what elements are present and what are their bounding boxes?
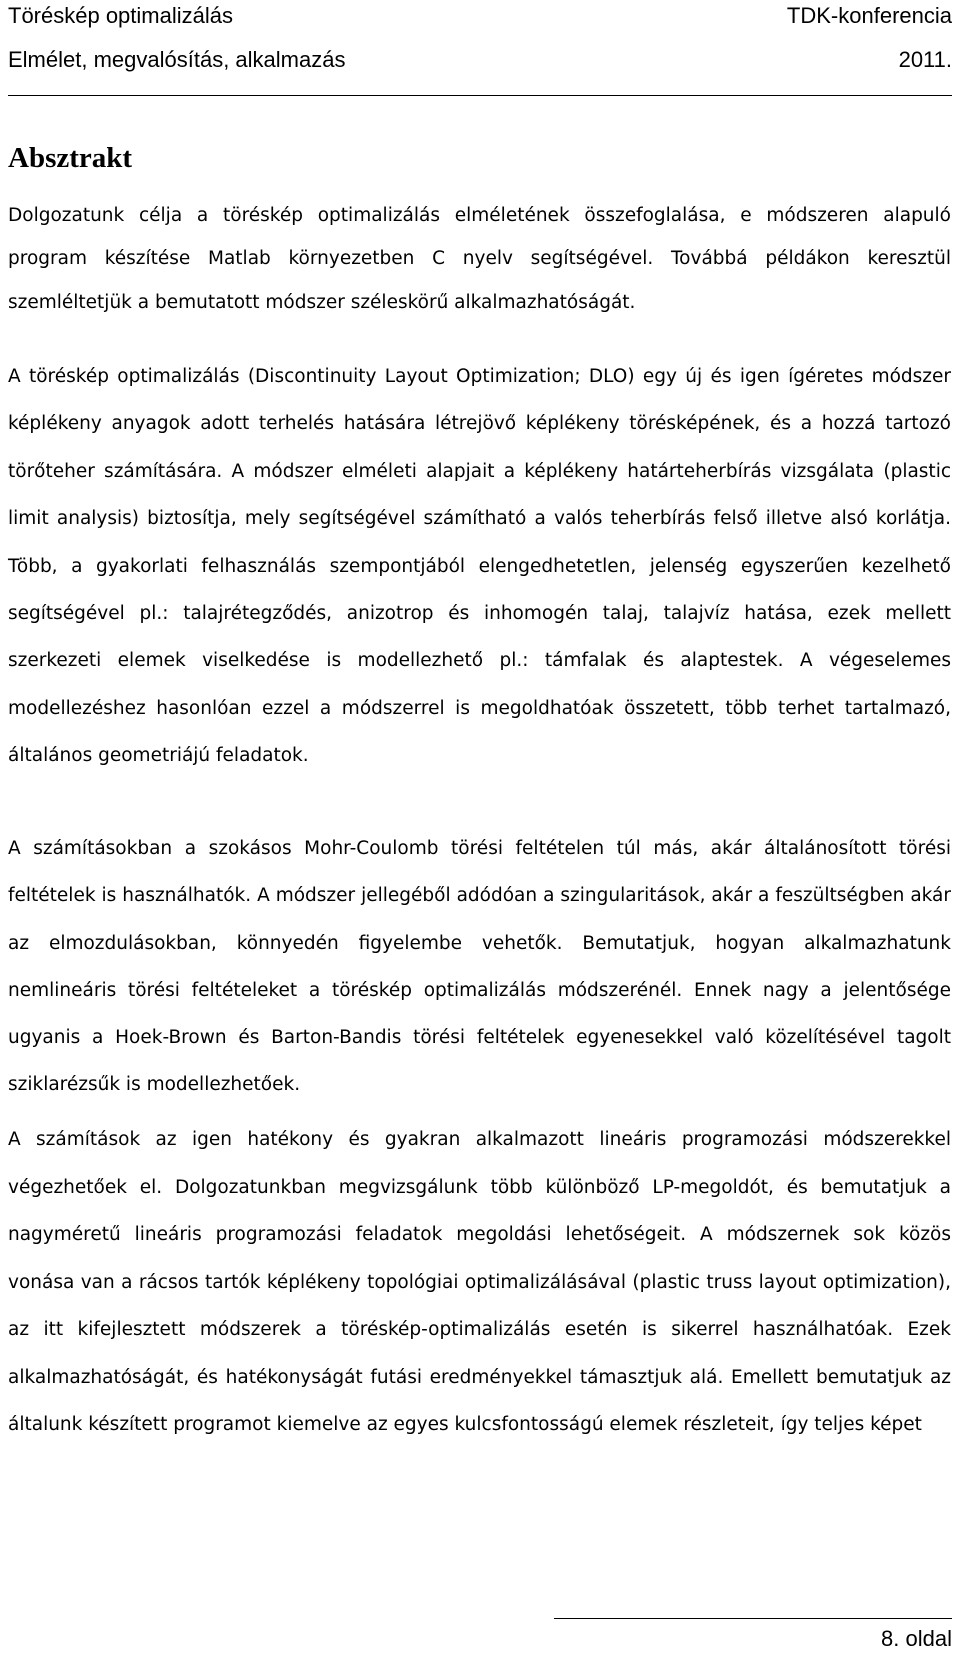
abstract-paragraph-3: A számításokban a szokásos Mohr-Coulomb törési feltételen túl más, akár általánosított törési feltételek is használhatók. A módszer jellegéből adódóan a szingularitások, akár a feszültségben akár az elmozdulásokban, könnyedén figyelembe vehetők. Bemutatjuk, hogyan alkalmazhatunk nemlineáris törési feltételeket a töréskép optimalizálás módszerénél. Ennek nagy a jelentősége ugyanis a Hoek-Brown és Barton-Bandis törési feltételek egyenesekkel való közelítésével tagolt sziklarézsűk is modellezhetőek.	[8, 838, 951, 1096]
footer-divider	[554, 1618, 952, 1619]
header-conference: TDK-konferencia	[786, 3, 952, 28]
abstract-paragraph-1: Dolgozatunk célja a töréskép optimalizálás elméletének összefoglalása, e módszeren alapuló program készítése Matlab környezetben C nyelv segítségével. Továbbá példákon keresztül szemléltetjük a bemutatott módszer széleskörű alkalmazhatóságát.	[8, 205, 951, 313]
section-heading: Absztrakt	[8, 142, 133, 174]
header-divider	[8, 95, 952, 96]
header-title: Töréskép optimalizálás	[8, 3, 233, 28]
page-number: 8. oldal	[881, 1626, 952, 1651]
abstract-paragraph-4: A számítások az igen hatékony és gyakran alkalmazott lineáris programozási módszerekkel végezhetőek el. Dolgozatunkban megvizsgálunk több különböző LP-megoldót, és bemutatjuk a nagyméretű lineáris programozási feladatok megoldási lehetőségeit. A módszernek sok közös vonása van a rácsos tartók képlékeny topológiai optimalizálásával (plastic truss layout optimization), az itt kifejlesztett módszerek a töréskép-optimalizálás esetén is sikerrel használhatóak. Ezek alkalmazhatóságát, és hatékonyságát futási eredményekkel támasztjuk alá. Emellett bemutatjuk az általunk készített programot kiemelve az egyes kulcsfontosságú elemek részleteit, így teljes képet	[8, 1129, 951, 1435]
header-year: 2011.	[898, 47, 952, 72]
abstract-paragraph-2: A töréskép optimalizálás (Discontinuity Layout Optimization; DLO) egy új és igen ígéretes módszer képlékeny anyagok adott terhelés hatására létrejövő képlékeny törésképének, és a hozzá tartozó törőteher számítására. A módszer elméleti alapjait a képlékeny határteherbírás vizsgálata (plastic limit analysis) biztosítja, mely segítségével számítható a valós teherbírás felső illetve alsó korlátja. Több, a gyakorlati felhasználás szempontjából elengedhetetlen, jelenség egyszerűen kezelhető segítségével pl.: talajrétegződés, anizotrop és inhomogén talaj, talajvíz hatása, ezek mellett szerkezeti elemek viselkedése is modellezhető pl.: támfalak és alaptestek. A végeselemes modellezéshez hasonlóan ezzel a módszerrel is megoldhatóak összetett, több terhet tartalmazó, általános geometriájú feladatok.	[8, 366, 951, 767]
header-subtitle: Elmélet, megvalósítás, alkalmazás	[8, 47, 346, 72]
